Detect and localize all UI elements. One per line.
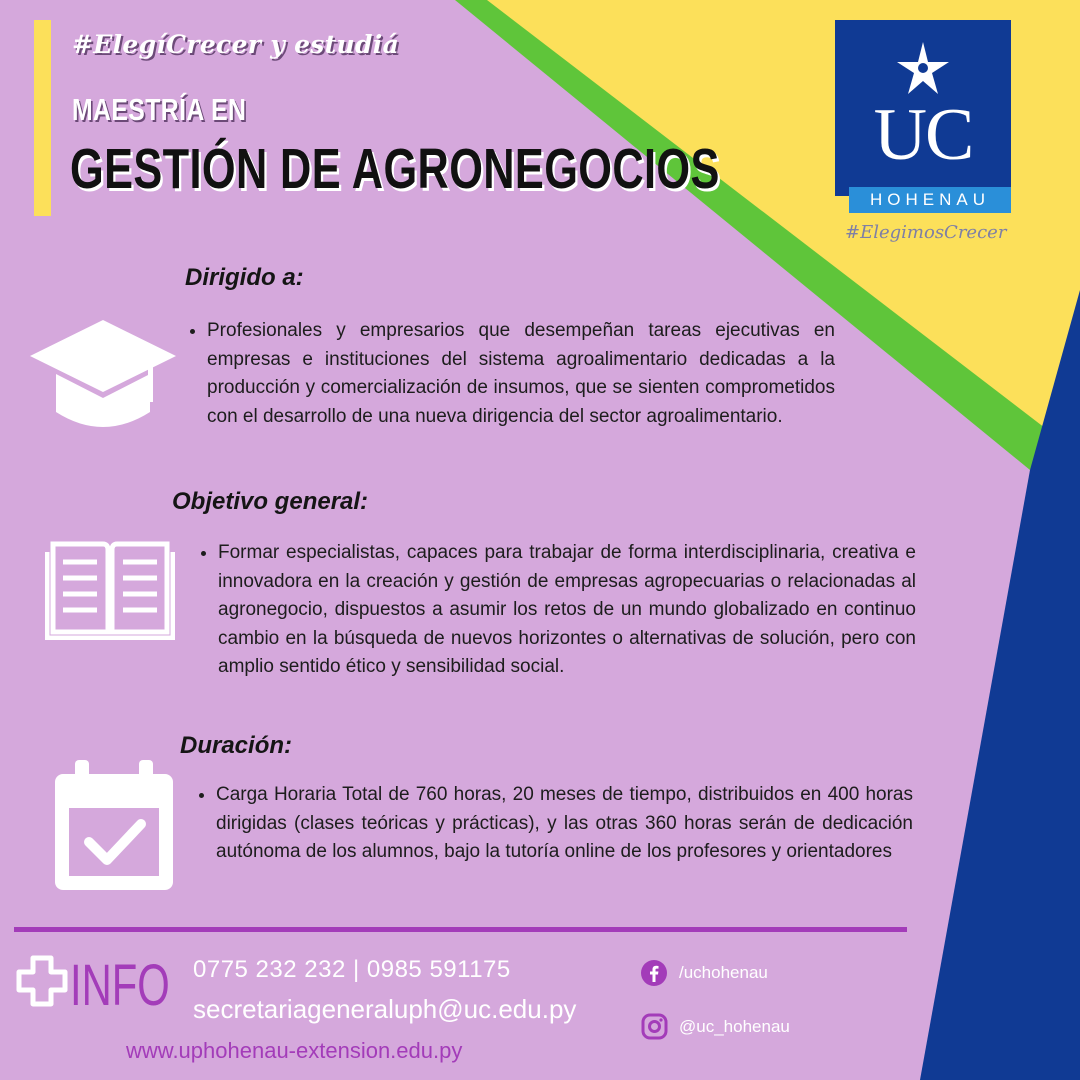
- page-title: GESTIÓN DE AGRONEGOCIOS: [70, 137, 720, 201]
- info-label: INFO: [70, 953, 170, 1018]
- hashtag-signature: #ElegimosCrecer: [845, 222, 1007, 243]
- pre-title: MAESTRÍA EN: [72, 92, 247, 127]
- calendar-check-icon: [55, 760, 173, 890]
- section-body-dirigido: [185, 317, 835, 431]
- facebook-handle[interactable]: /uchohenau: [679, 963, 768, 982]
- instagram-handle[interactable]: @uc_hohenau: [679, 1017, 790, 1036]
- section-body-objetivo: [196, 539, 916, 682]
- list-item: • Profesionales y empresarios que desempeñan tareas ejecutivas en empresas e instituciones del sistema agroalimentario dedicadas a la producción y comercialización de insumos, que se sienten comprometidos con el desarrollo de una nueva dirigencia del sector agroalimentario.: [207, 317, 835, 431]
- open-book-icon: [45, 538, 175, 640]
- footer-divider: [14, 927, 907, 932]
- uc-hohenau-logo: [835, 20, 1011, 209]
- facebook-icon[interactable]: [641, 960, 667, 986]
- list-item: • Carga Horaria Total de 760 horas, 20 meses de tiempo, distribuidos en 400 horas dirigidas (clases teóricas y prácticas), y las otras 360 horas serán de dedicación autónoma de los alumnos, bajo la tutoría online de los profesores y orientadores: [216, 781, 913, 867]
- email-link[interactable]: secretariageneraluph@uc.edu.py: [193, 994, 577, 1024]
- section-heading-objetivo: Objetivo general:: [172, 488, 369, 515]
- hashtag-heading: #ElegíCrecer y estudiá: [72, 30, 400, 59]
- logo-letters: UC: [873, 94, 973, 176]
- section-heading-duracion: Duración:: [180, 732, 293, 759]
- section-heading-dirigido: Dirigido a:: [185, 264, 304, 291]
- phone-numbers[interactable]: 0775 232 232 | 0985 591175: [193, 956, 511, 983]
- section-body-duracion: [194, 781, 913, 867]
- plus-icon: [15, 954, 69, 1008]
- instagram-icon[interactable]: [641, 1013, 668, 1040]
- website-link[interactable]: www.uphohenau-extension.edu.py: [126, 1038, 463, 1063]
- graduation-cap-icon: [28, 318, 178, 434]
- yellow-accent-bar: [34, 20, 51, 216]
- logo-band: HOHENAU: [849, 187, 1011, 213]
- list-item: • Formar especialistas, capaces para trabajar de forma interdisciplinaria, creativa e innovadora en la creación y gestión de empresas agropecuarias o relacionadas al agronegocio, dispuestos a asumir los retos de un mundo globalizado en continuo cambio en la búsqueda de nuevos horizontes o alternativas de solución, pero con amplio sentido ético y sensibilidad social.: [218, 539, 916, 682]
- star-icon: [895, 40, 951, 96]
